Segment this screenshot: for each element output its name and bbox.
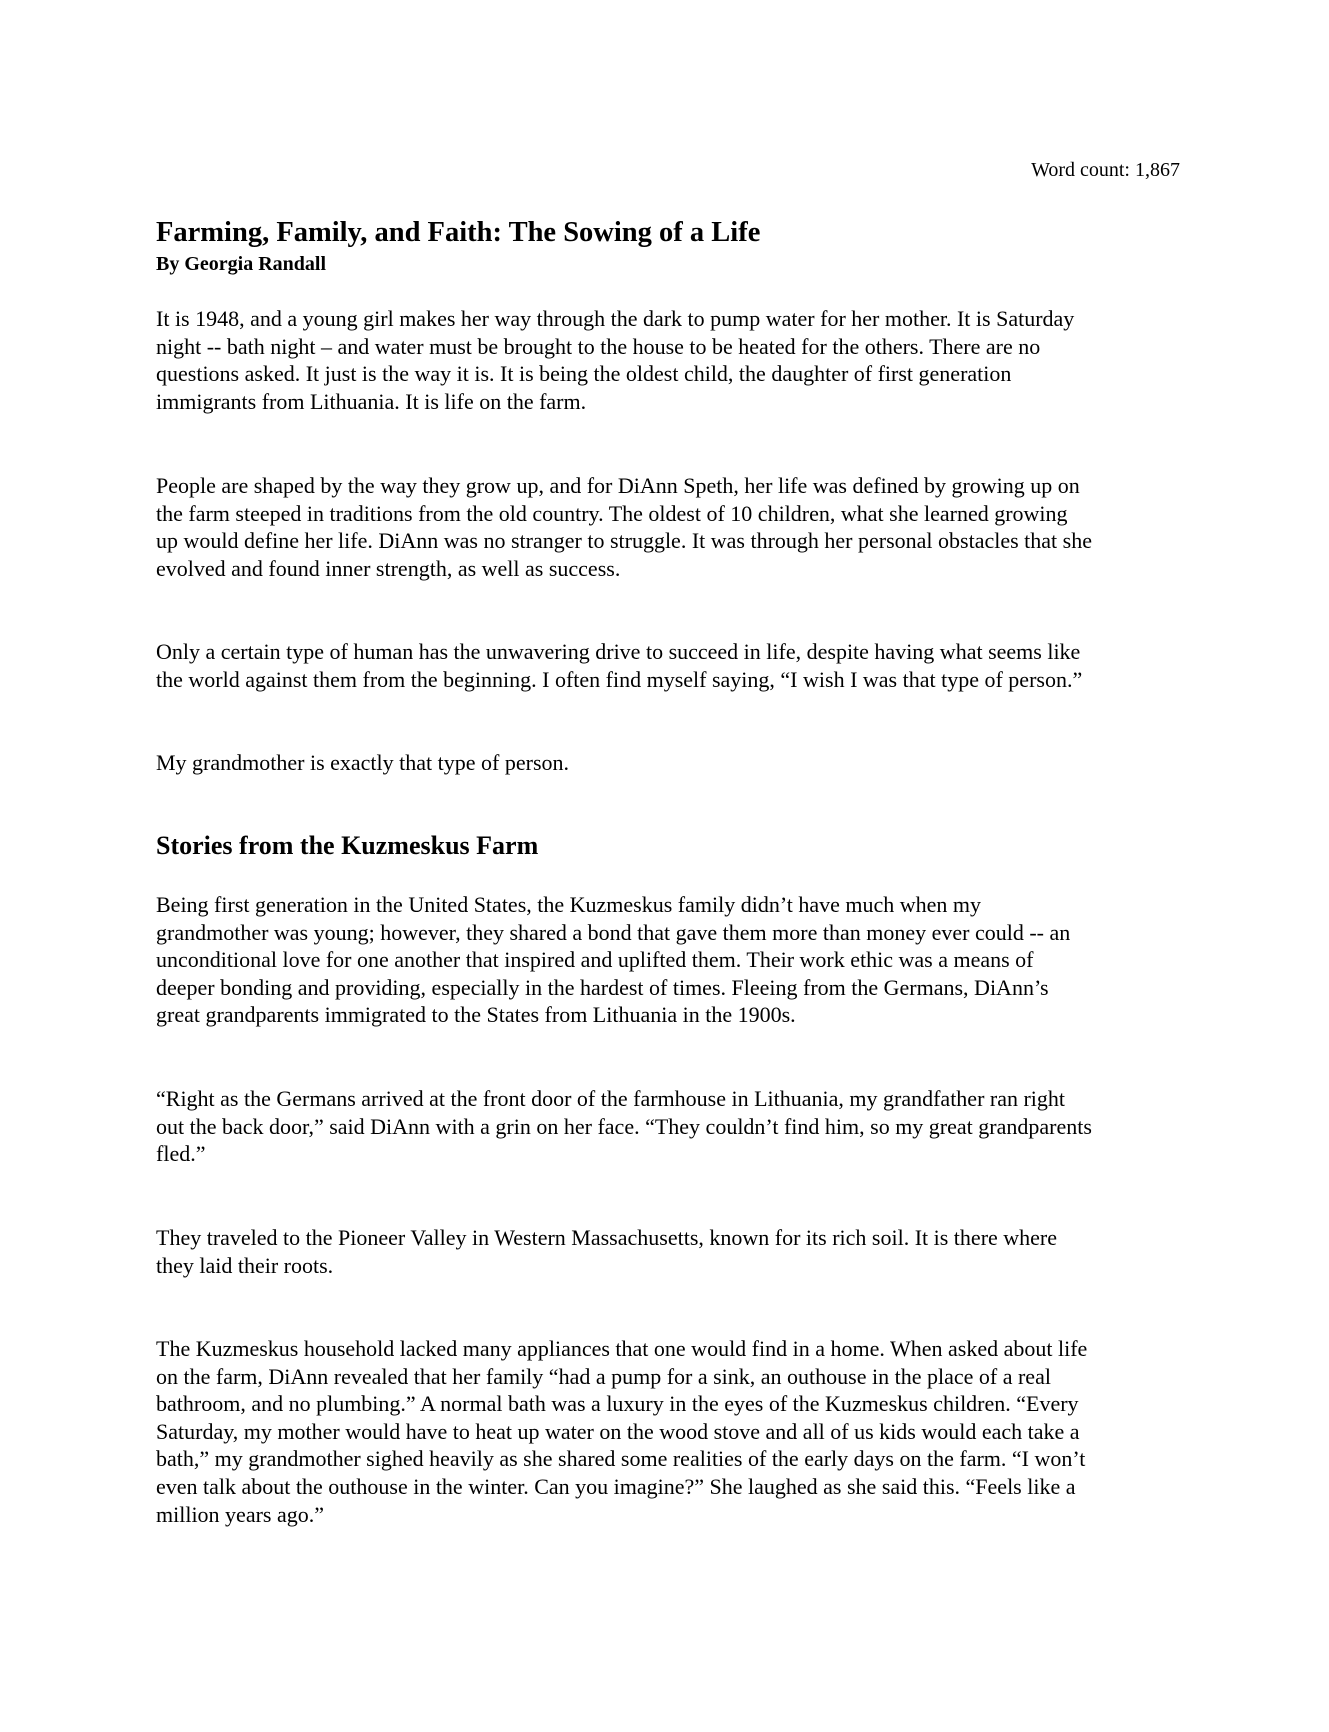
paragraph-line: People are shaped by the way they grow up, and for DiAnn Speth, her life was defined by growing up on [156, 473, 1080, 498]
paragraph-line: They traveled to the Pioneer Valley in Western Massachusetts, known for its rich soil. It is there where [156, 1225, 1058, 1250]
section-paragraph-1 [156, 891, 1180, 1029]
paragraph-1 [156, 305, 1180, 415]
paragraph-line: My grandmother is exactly that type of person. [156, 750, 570, 775]
paragraph-line: the world against them from the beginning. I often find myself saying, “I wish I was that type of person.” [156, 666, 1083, 692]
paragraph-line: The Kuzmeskus household lacked many appliances that one would find in a home. When asked about life [156, 1336, 1088, 1361]
paragraph-line: up would define her life. DiAnn was no stranger to struggle. It was through her personal obstacles that she [156, 528, 1092, 554]
section-paragraph-4 [156, 1335, 1180, 1528]
paragraph-line: they laid their roots. [156, 1252, 334, 1278]
paragraph-line: grandmother was young; however, they shared a bond that gave them more than money ever could -- an [156, 919, 1071, 945]
paragraph-line: Being first generation in the United States, the Kuzmeskus family didn’t have much when my [156, 892, 982, 917]
paragraph-4 [156, 749, 1180, 777]
paragraph-line: It is 1948, and a young girl makes her way through the dark to pump water for her mother. It is Saturday [156, 306, 1075, 331]
paragraph-line: great grandparents immigrated to the States from Lithuania in the 1900s. [156, 1002, 796, 1028]
paragraph-3 [156, 638, 1180, 693]
section-paragraph-2 [156, 1085, 1180, 1168]
section-heading: Stories from the Kuzmeskus Farm [156, 831, 539, 860]
paragraph-line: fled.” [156, 1141, 206, 1167]
paragraph-line: night -- bath night – and water must be brought to the house to be heated for the others. There are no [156, 333, 1041, 359]
paragraph-line: “Right as the Germans arrived at the front door of the farmhouse in Lithuania, my grandfather ran right [156, 1086, 1066, 1111]
word-count: Word count: 1,867 [1031, 159, 1180, 181]
paragraph-line: out the back door,” said DiAnn with a grin on her face. “They couldn’t find him, so my great grandparents [156, 1113, 1092, 1139]
paragraph-2 [156, 472, 1180, 582]
paragraph-line: Only a certain type of human has the unwavering drive to succeed in life, despite having what seems like [156, 639, 1081, 664]
section-paragraph-3 [156, 1224, 1180, 1279]
paragraph-line: immigrants from Lithuania. It is life on the farm. [156, 388, 587, 414]
paragraph-line: million years ago.” [156, 1501, 325, 1527]
paragraph-line: bathroom, and no plumbing.” A normal bath was a luxury in the eyes of the Kuzmeskus children. “Every [156, 1391, 1079, 1417]
paragraph-line: deeper bonding and providing, especially in the hardest of times. Fleeing from the Germans, DiAnn’s [156, 974, 1049, 1000]
paragraph-line: questions asked. It just is the way it is. It is being the oldest child, the daughter of first generation [156, 361, 1012, 387]
paragraph-line: bath,” my grandmother sighed heavily as she shared some realities of the early days on the farm. “I won’t [156, 1446, 1086, 1472]
paragraph-line: evolved and found inner strength, as well as success. [156, 555, 621, 581]
paragraph-line: unconditional love for one another that inspired and uplifted them. Their work ethic was a means of [156, 947, 1034, 973]
paragraph-line: Saturday, my mother would have to heat up water on the wood stove and all of us kids would each take a [156, 1418, 1080, 1444]
paragraph-line: even talk about the outhouse in the winter. Can you imagine?” She laughed as she said this. “Feels like a [156, 1473, 1076, 1499]
article-byline: By Georgia Randall [156, 253, 327, 275]
paragraph-line: on the farm, DiAnn revealed that her family “had a pump for a sink, an outhouse in the place of a real [156, 1363, 1051, 1389]
article-title: Farming, Family, and Faith: The Sowing of a Life [156, 217, 761, 248]
paragraph-line: the farm steeped in traditions from the old country. The oldest of 10 children, what she learned growing [156, 500, 1068, 526]
